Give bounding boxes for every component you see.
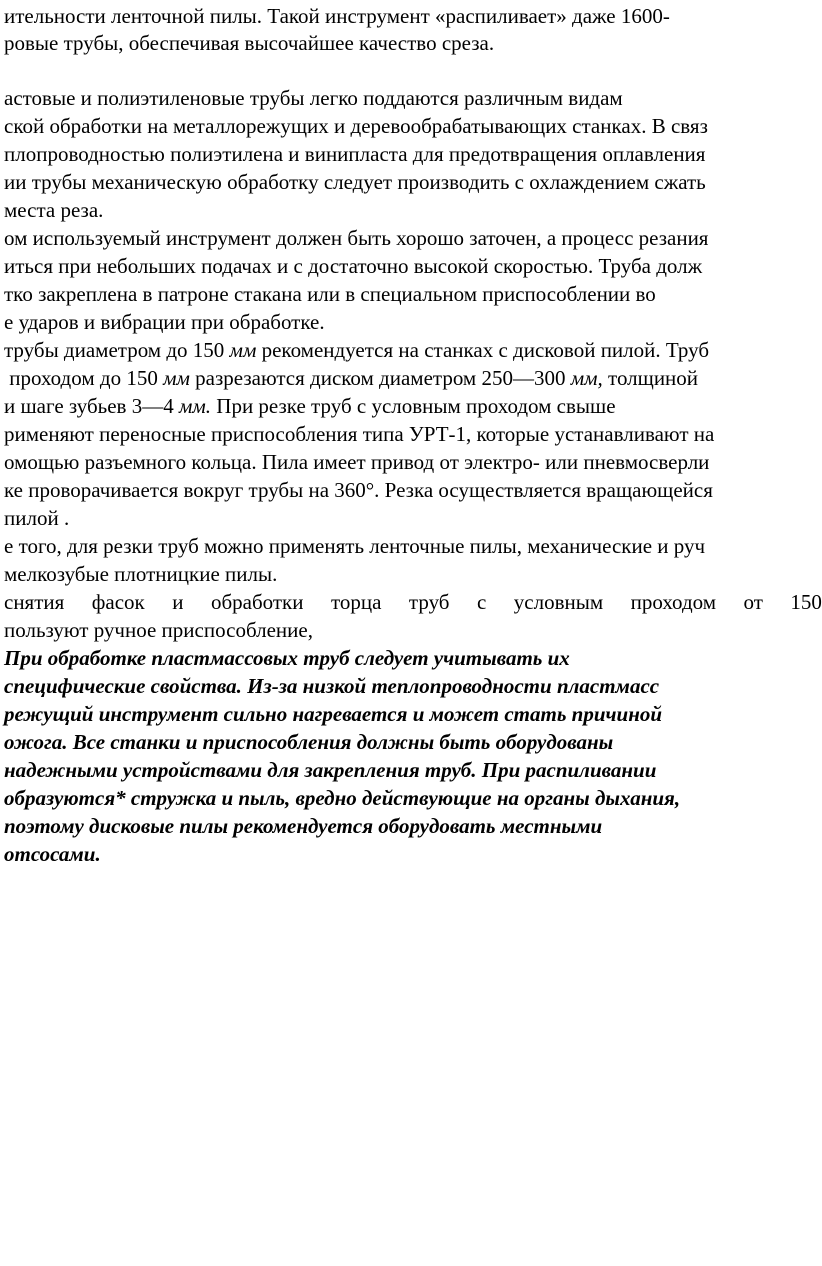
bold-italic-line-4: ожога. Все станки и приспособления должны быть оборудованы: [4, 730, 614, 754]
unit-mm: мм.: [178, 394, 212, 418]
word: снятия: [4, 590, 65, 614]
text-line-5: ской обработки на металлорежущих и деревообрабатывающих станках. В связ: [4, 114, 708, 138]
bold-italic-line-2: специфические свойства. Из-за низкой теплопроводности пластмасс: [4, 674, 660, 698]
text-line-10: иться при небольших подачах и с достаточно высокой скоростью. Труба долж: [4, 254, 703, 278]
text-line-13: [4, 337, 709, 363]
bold-italic-line-3: режущий инструмент сильно нагревается и может стать причиной: [4, 702, 663, 726]
text-line-18: ке проворачивается вокруг трубы на 360°. Резка осуществляется вращающейся: [4, 478, 713, 502]
text-line-14: [4, 365, 698, 391]
bold-italic-line-6: образуются* стружка и пыль, вредно действующие на органы дыхания,: [4, 786, 681, 810]
line14-text-c: толщиной: [602, 366, 699, 390]
word: труб: [408, 590, 450, 614]
word: 150: [790, 590, 822, 614]
line13-text-a: трубы диаметром до 150: [4, 338, 230, 362]
unit-mm: мм: [229, 338, 257, 362]
bold-italic-line-1: При обработке пластмассовых труб следует учитывать их: [4, 646, 570, 670]
text-line-6: плопроводностью полиэтилена и винипласта для предотвращения оплавления: [4, 142, 706, 166]
bold-italic-line-5: надежными устройствами для закрепления труб. При распиливании: [4, 758, 657, 782]
word: фасок: [91, 590, 145, 614]
text-line-19: пилой .: [4, 506, 70, 530]
line15-text-a: и шаге зубьев 3—4: [4, 394, 179, 418]
text-line-15: [4, 393, 616, 419]
word: и: [172, 590, 184, 614]
text-line-4: астовые и полиэтиленовые трубы легко поддаются различным видам: [4, 86, 623, 110]
line15-text-b: При резке труб с условным проходом свыше: [211, 394, 616, 418]
word: торца: [330, 590, 382, 614]
text-line-22-justified: [4, 589, 822, 615]
text-line-7: ии трубы механическую обработку следует производить с охлаждением сжать: [4, 170, 706, 194]
text-line-21: мелкозубые плотницкие пилы.: [4, 562, 278, 586]
bold-italic-line-8: отсосами.: [4, 842, 101, 866]
text-line-16: рименяют переносные приспособления типа УРТ-1, которые устанавливают на: [4, 422, 715, 446]
line13-text-b: рекомендуется на станках с дисковой пилой. Труб: [256, 338, 710, 362]
text-line-2: ровые трубы, обеспечивая высочайшее качество среза.: [4, 31, 495, 55]
text-line-20: е того, для резки труб можно применять ленточные пилы, механические и руч: [4, 534, 706, 558]
text-line-8: места реза.: [4, 198, 104, 222]
word: обработки: [210, 590, 304, 614]
bold-italic-line-7: поэтому дисковые пилы рекомендуется оборудовать местными: [4, 814, 603, 838]
text-line-11: тко закреплена в патроне стакана или в специальном приспособлении во: [4, 282, 656, 306]
word: условным: [513, 590, 604, 614]
line14-text-b: разрезаются диском диаметром 250—300: [189, 366, 571, 390]
text-line-17: омощью разъемного кольца. Пила имеет привод от электро- или пневмосверли: [4, 450, 710, 474]
word: проходом: [630, 590, 717, 614]
word: с: [476, 590, 487, 614]
text-line-9: ом используемый инструмент должен быть хорошо заточен, а процесс резания: [4, 226, 709, 250]
text-line-12: е ударов и вибрации при обработке.: [4, 310, 325, 334]
line14-text-a: проходом до 150: [4, 366, 164, 390]
unit-mm: мм: [163, 366, 190, 390]
text-line-23: пользуют ручное приспособление,: [4, 618, 313, 642]
word: от: [743, 590, 763, 614]
unit-mm: мм,: [570, 366, 603, 390]
text-line-1: ительности ленточной пилы. Такой инструмент «распиливает» даже 1600-: [4, 4, 670, 28]
